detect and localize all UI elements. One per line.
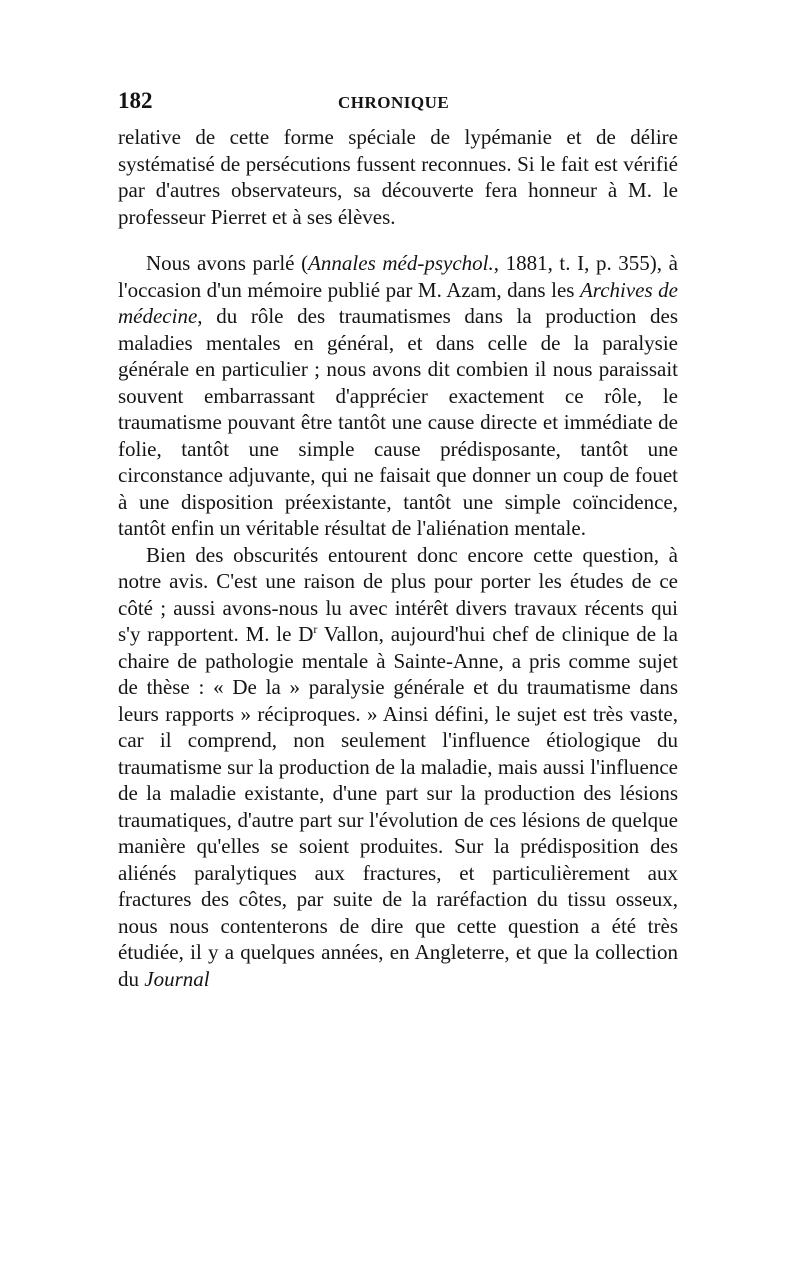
paragraph-2-text-c: , du rôle des traumatismes dans la production des maladies mentales en général, et dans celle de la paralysie générale en particulier ; nous avons dit combien il nous paraissait souvent embarrassant d'apprécier exactement ce rôle, le traumatisme pouvant être tantôt une cause directe et immédiate de folie, tantôt une simple cause prédisposante, tantôt une circonstance adjuvante, qui ne faisait que donner un coup de fouet à une disposition préexistante, tantôt une simple coïncidence, tantôt enfin un véritable résultat de l'aliénation mentale. xyxy=(118,304,678,540)
paragraph-3-text-a: Bien des obscurités entourent donc encore cette question, à notre avis. C'est une raison de plus pour porter les études de ce côté ; aussi avons-nous lu avec intérêt divers travaux récents qui s'y rapportent. M. le D xyxy=(118,542,678,646)
paragraph-2-text-b: , 1881, t. I, p. 355), à l'occasion d'un mémoire publié par M. Azam, dans les xyxy=(118,251,678,302)
citation-annales: Annales méd-psychol. xyxy=(308,251,494,275)
paragraph-gap xyxy=(118,230,678,250)
citation-archives: Archives de médecine xyxy=(118,277,678,328)
paragraph-3-text-b: Vallon, aujourd'hui chef de clinique de la chaire de pathologie mentale à Sainte-Anne, a pris comme sujet de thèse : « De la » paralysie générale et du traumatisme dans leurs rapports » réciproques. » Ainsi défini, le sujet est très vaste, car il comprend, non seulement l'influence étiologique du traumatisme sur la production de la maladie, mais aussi l'influence de la maladie existante, d'une part sur la production des lésions traumatiques, d'autre part sur l'évolution de ces lésions de quelque manière qu'elles se soient produites. Sur la prédisposition des aliénés paralytiques aux fractures, et particulièrement aux fractures des côtes, par suite de la raréfaction du tissu osseux, nous nous contenterons de dire que cette question a été très étudiée, il y a quelques années, en Angleterre, et que la collection du xyxy=(118,622,679,991)
running-head: CHRONIQUE xyxy=(338,93,450,112)
body-text xyxy=(118,124,678,992)
citation-journal: Journal xyxy=(144,966,210,991)
doctor-abbrev-sup: r xyxy=(313,622,318,636)
page-header xyxy=(118,88,678,118)
paragraph-2 xyxy=(118,250,678,542)
paragraph-2-text-a: Nous avons parlé ( xyxy=(146,251,309,275)
paragraph-1-text: relative de cette forme spéciale de lypémanie et de délire systématisé de persécutions fussent reconnues. Si le fait est vérifié par d'autres observateurs, sa découverte fera honneur à M. le professeur Pierret et à ses élèves. xyxy=(118,125,678,229)
paragraph-3 xyxy=(118,542,678,993)
paragraph-1 xyxy=(118,124,678,230)
page-number: 182 xyxy=(118,88,153,113)
